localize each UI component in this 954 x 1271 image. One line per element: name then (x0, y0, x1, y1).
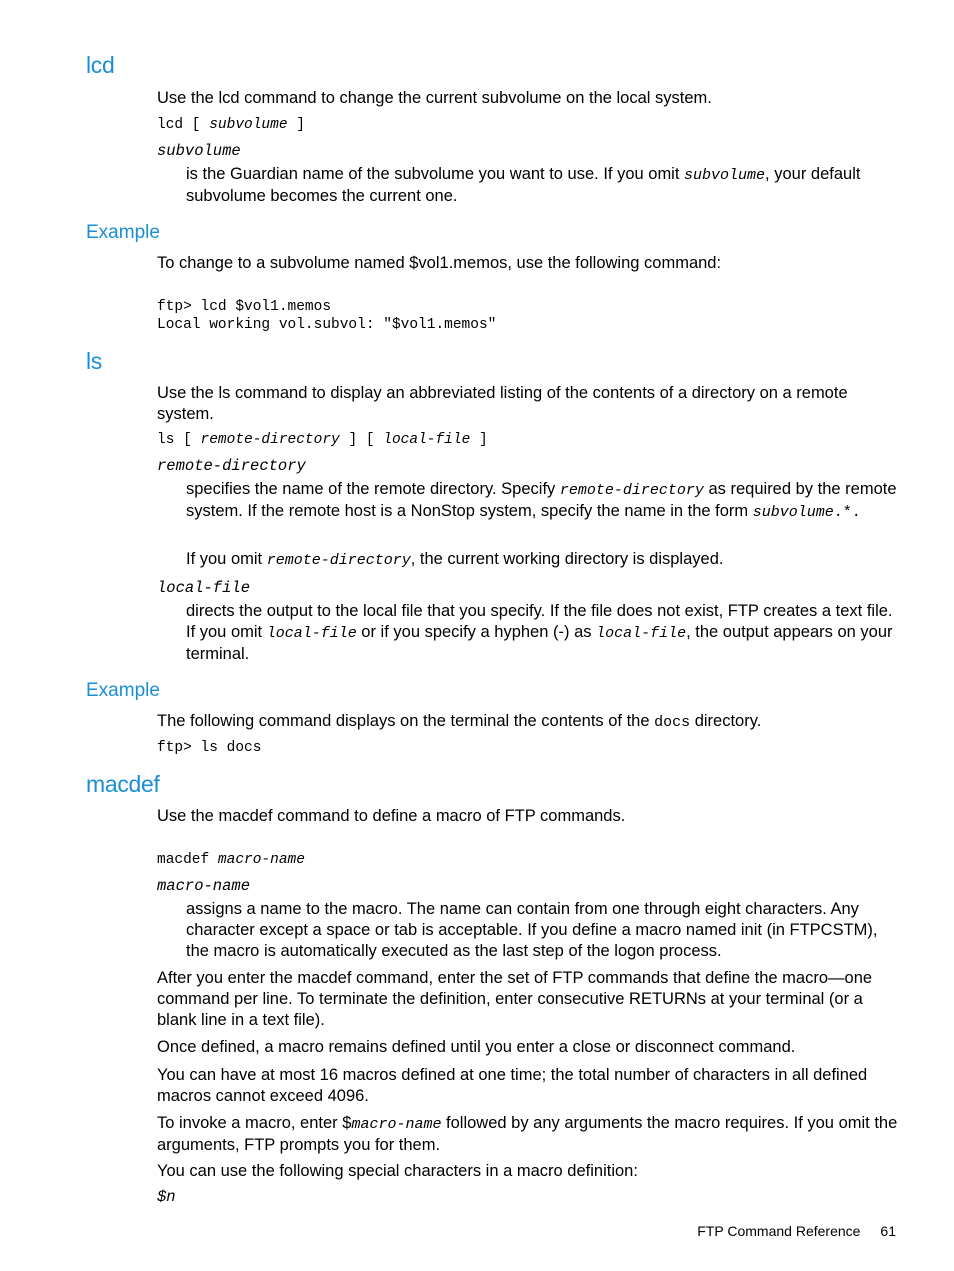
section-title-lcd: lcd (86, 52, 115, 78)
lcd-example-title: Example (86, 222, 160, 243)
lcd-desc-text-end: , your default subvolume becomes the current one. (186, 165, 861, 205)
ls-term-remote-directory: remote-directory (157, 457, 306, 475)
ls-syntax (157, 431, 488, 449)
ls-syntax-c: ] (470, 432, 488, 448)
ls-term2-desc-c: , the output appears on your terminal. (186, 623, 893, 663)
lcd-example-code-line1: ftp> lcd $vol1.memos (157, 299, 332, 315)
ls-syntax-a: ls [ (157, 432, 201, 448)
ls-example-text-b: directory. (690, 712, 762, 730)
footer-section: FTP Command Reference (697, 1223, 861, 1239)
lcd-syntax-end: ] (287, 117, 305, 133)
lcd-desc-text: is the Guardian name of the subvolume you want to use. If you omit (186, 165, 685, 183)
macdef-p4-code: macro-name (351, 1116, 442, 1133)
ls-term1-desc-code: remote-directory (559, 482, 704, 499)
ls-term2-desc-code2: local-file (596, 625, 687, 642)
macdef-p4-b: followed by any arguments the macro requires. If you omit the arguments, FTP prompts you for them. (157, 1114, 898, 1154)
page-number: 61 (880, 1223, 896, 1239)
ls-term1-note-a: If you omit (186, 550, 267, 568)
ls-intro: Use the ls command to display an abbreviated listing of the contents of a directory on a remote system. (157, 384, 848, 423)
macdef-special-term: $n (157, 1188, 176, 1206)
macdef-paragraph-4 (157, 1113, 902, 1156)
ls-syntax-arg1: remote-directory (200, 432, 340, 448)
ls-example-code: ftp> ls docs (157, 740, 262, 756)
ls-example-text-code: docs (654, 714, 691, 731)
macdef-syntax-cmd: macdef (157, 852, 218, 868)
ls-syntax-arg2: local-file (383, 432, 471, 448)
ls-term-local-file: local-file (157, 579, 251, 597)
ls-term-remote-directory-desc (186, 479, 902, 523)
ls-term1-note-b: , the current working directory is displayed. (410, 550, 724, 568)
ls-term2-desc-code: local-file (266, 625, 357, 642)
ls-term-remote-directory-note (186, 549, 902, 571)
page-footer (677, 1223, 896, 1239)
lcd-term-desc (186, 164, 902, 207)
macdef-paragraph-2: Once defined, a macro remains defined until you enter a close or disconnect command. (157, 1038, 796, 1056)
lcd-intro: Use the lcd command to change the current subvolume on the local system. (157, 89, 712, 107)
macdef-paragraph-3: You can have at most 16 macros defined at one time; the total number of characters in all defined macros cannot exceed 4096. (157, 1066, 868, 1105)
macdef-term-desc: assigns a name to the macro. The name can contain from one through eight characters. Any character except a space or tab is acceptable. If you define a macro named init (in FTPCSTM), the macro is automatically executed as the last step of the logon process. (186, 900, 878, 960)
lcd-syntax-cmd: lcd [ (157, 117, 210, 133)
ls-term2-desc-b: or if you specify a hyphen (-) as (356, 623, 597, 641)
ls-syntax-b: ] [ (339, 432, 384, 448)
ls-term1-desc-c: .*. (833, 504, 861, 521)
lcd-example-text: To change to a subvolume named $vol1.memos, use the following command: (157, 254, 722, 272)
macdef-syntax-arg: macro-name (217, 852, 305, 868)
ls-term1-note-code: remote-directory (266, 552, 411, 569)
section-title-ls: ls (86, 348, 103, 374)
macdef-intro: Use the macdef command to define a macro of FTP commands. (157, 807, 626, 825)
macdef-paragraph-1: After you enter the macdef command, enter the set of FTP commands that define the macro—one command per line. To terminate the definition, enter consecutive RETURNs at your terminal (or a blank line in a text file). (157, 969, 873, 1029)
lcd-syntax (157, 116, 305, 134)
lcd-desc-code: subvolume (684, 167, 766, 184)
section-title-macdef: macdef (86, 771, 160, 797)
ls-example-title: Example (86, 680, 160, 701)
macdef-syntax (157, 851, 305, 869)
ls-term1-desc-a: specifies the name of the remote directory. Specify (186, 480, 560, 498)
ls-term-local-file-desc (186, 601, 902, 665)
lcd-term: subvolume (157, 142, 241, 160)
ls-example-text-a: The following command displays on the terminal the contents of the (157, 712, 655, 730)
macdef-paragraph-5: You can use the following special characters in a macro definition: (157, 1162, 638, 1180)
ls-example-text (157, 711, 902, 733)
lcd-syntax-arg: subvolume (209, 117, 288, 133)
macdef-p4-a: To invoke a macro, enter $ (157, 1114, 352, 1132)
ls-term2-desc-a: directs the output to the local file that you specify. If the file does not exist, FTP creates a text file. If you omit (186, 602, 893, 641)
ls-term1-desc-b: as required by the remote system. If the remote host is a NonStop system, specify the name in the form (186, 480, 897, 520)
macdef-term: macro-name (157, 877, 251, 895)
ls-term1-desc-code2: subvolume (752, 504, 834, 521)
lcd-example-code-line2: Local working vol.subvol: "$vol1.memos" (157, 317, 497, 333)
